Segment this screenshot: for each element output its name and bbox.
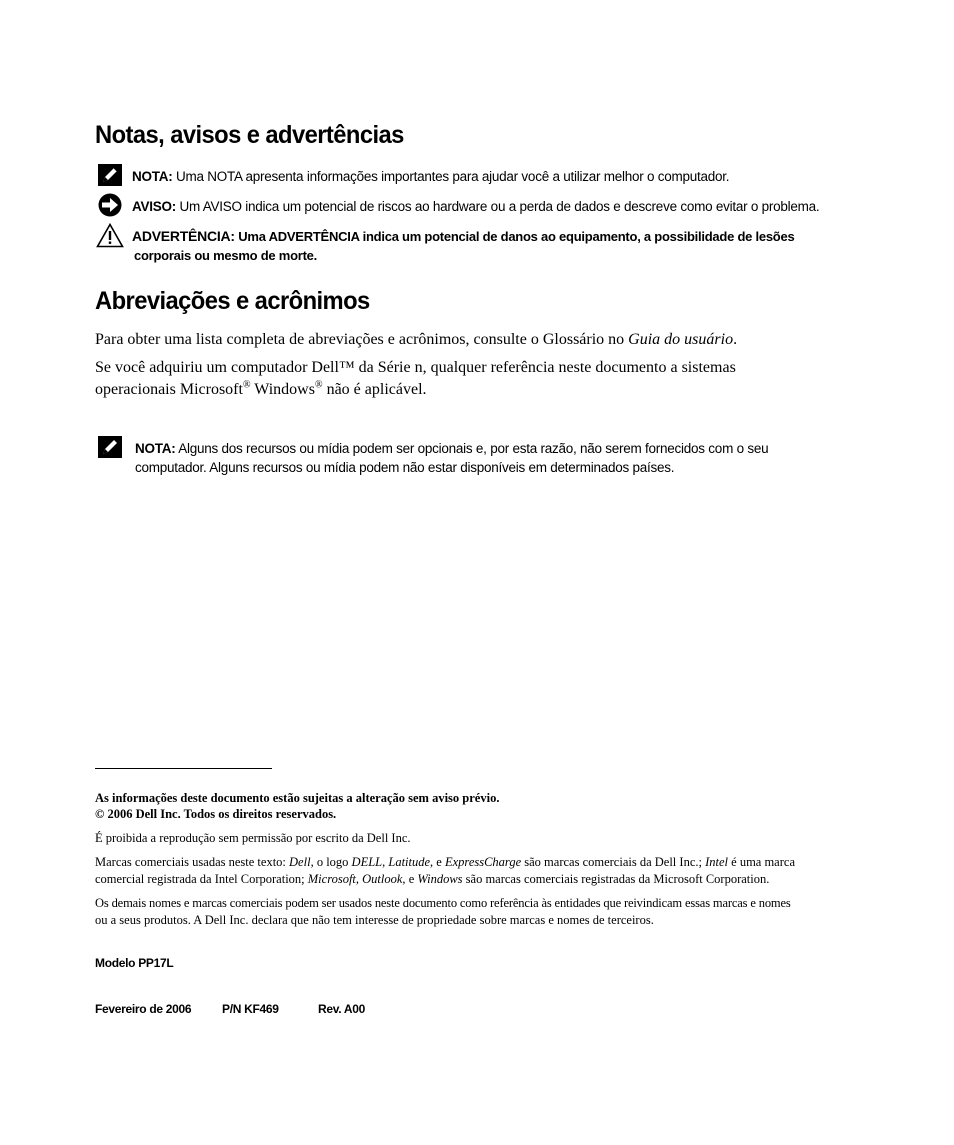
tm-latitude: Latitude [388,855,431,869]
registered-mark: ® [242,379,251,391]
tm-dell: Dell [289,855,311,869]
paragraph-serie-n-2 [95,379,427,400]
tm-text: comercial registrada da Intel Corporation; [95,872,308,886]
paragraph-serie-n-1: Se você adquiriu um computador Dell™ da Série n, qualquer referência neste documento a sistemas [95,359,736,376]
section-title-abreviacoes: Abreviações e acrônimos [95,287,370,315]
windows-text: Windows [250,381,315,398]
aviso [132,197,819,216]
pencil-note-icon [98,164,122,191]
pencil-note-icon-2 [98,436,122,463]
nota-1-text: Uma NOTA apresenta informações importantes para ajudar você a utilizar melhor o computador. [176,169,730,184]
tm-text: Marcas comerciais usadas neste texto: [95,855,290,869]
registered-mark-2: ® [314,379,323,391]
nota-2-text-1: Alguns dos recursos ou mídia podem ser opcionais e, por esta razão, não serem fornecidos com o seu [178,441,769,456]
aviso-text: Um AVISO indica um potencial de riscos ao hardware ou a perda de dados e descreve como evitar o problema. [179,199,820,214]
publish-date: Fevereiro de 2006 [95,1002,192,1016]
aviso-label: AVISO: [132,199,177,214]
other-trademarks-2: ou a seus produtos. A Dell Inc. declara que não tem interesse de propriedade sobre marcas e nomes de terceiros. [95,913,654,927]
other-trademarks-1: Os demais nomes e marcas comerciais podem ser usados neste documento como referência às entidades que reivindicam essas marcas e nomes [95,896,791,910]
tm-text: , o logo [310,855,352,869]
copyright: © 2006 Dell Inc. Todos os direitos reservados. [95,807,337,821]
tm-dell-logo: DELL [351,855,383,869]
advertencia-label: ADVERTÊNCIA: [132,228,235,244]
notice-arrow-icon [97,193,123,222]
tm-text: e [405,872,418,886]
advertencia-text-1: Uma ADVERTÊNCIA indica um potencial de danos ao equipamento, a possibilidade de lesões [238,229,795,244]
nota-2-text-2: computador. Alguns recursos ou mídia podem não estar disponíveis em determinados países. [135,460,675,475]
tm-text: , e [430,855,445,869]
microsoft-text: operacionais Microsoft [95,381,243,398]
paragraph-glossario [95,329,737,350]
nota-1-label: NOTA: [132,169,173,184]
legal-notice: As informações deste documento estão sujeitas a alteração sem aviso prévio. [95,791,500,805]
footnote-divider [95,768,272,769]
nota-2-label: NOTA: [135,441,176,456]
reproduction-notice: É proibida a reprodução sem permissão por escrito da Dell Inc. [95,831,411,845]
glossario-text: Para obter uma lista completa de abreviações e acrônimos, consulte o Glossário no [95,331,629,348]
tm-intel: Intel [705,855,729,869]
guia-usuario-ref: Guia do usuário [628,331,734,348]
tm-microsoft: Microsoft, Outlook, [307,872,406,886]
nota-1 [132,167,729,186]
warning-triangle-icon [96,223,124,253]
trademarks-line-2 [95,871,769,888]
tm-text: são marcas comerciais da Dell Inc.; [521,855,706,869]
tm-windows: Windows [417,872,463,886]
nota-2 [135,439,768,458]
advertencia-text-2: corporais ou mesmo de morte. [134,248,317,263]
tm-expresscharge: ExpressCharge [444,855,522,869]
glossario-suffix: . [733,331,738,348]
trademarks-line-1 [95,854,795,871]
part-number: P/N KF469 [222,1002,279,1016]
revision: Rev. A00 [318,1002,365,1016]
section-title-notas: Notas, avisos e advertências [95,121,404,149]
nao-aplicavel-text: não é aplicável. [322,381,427,398]
advertencia [132,227,794,246]
model-number: Modelo PP17L [95,956,174,970]
tm-text: são marcas comerciais registradas da Microsoft Corporation. [462,872,770,886]
tm-text: , [382,855,389,869]
tm-text: é uma marca [728,855,795,869]
